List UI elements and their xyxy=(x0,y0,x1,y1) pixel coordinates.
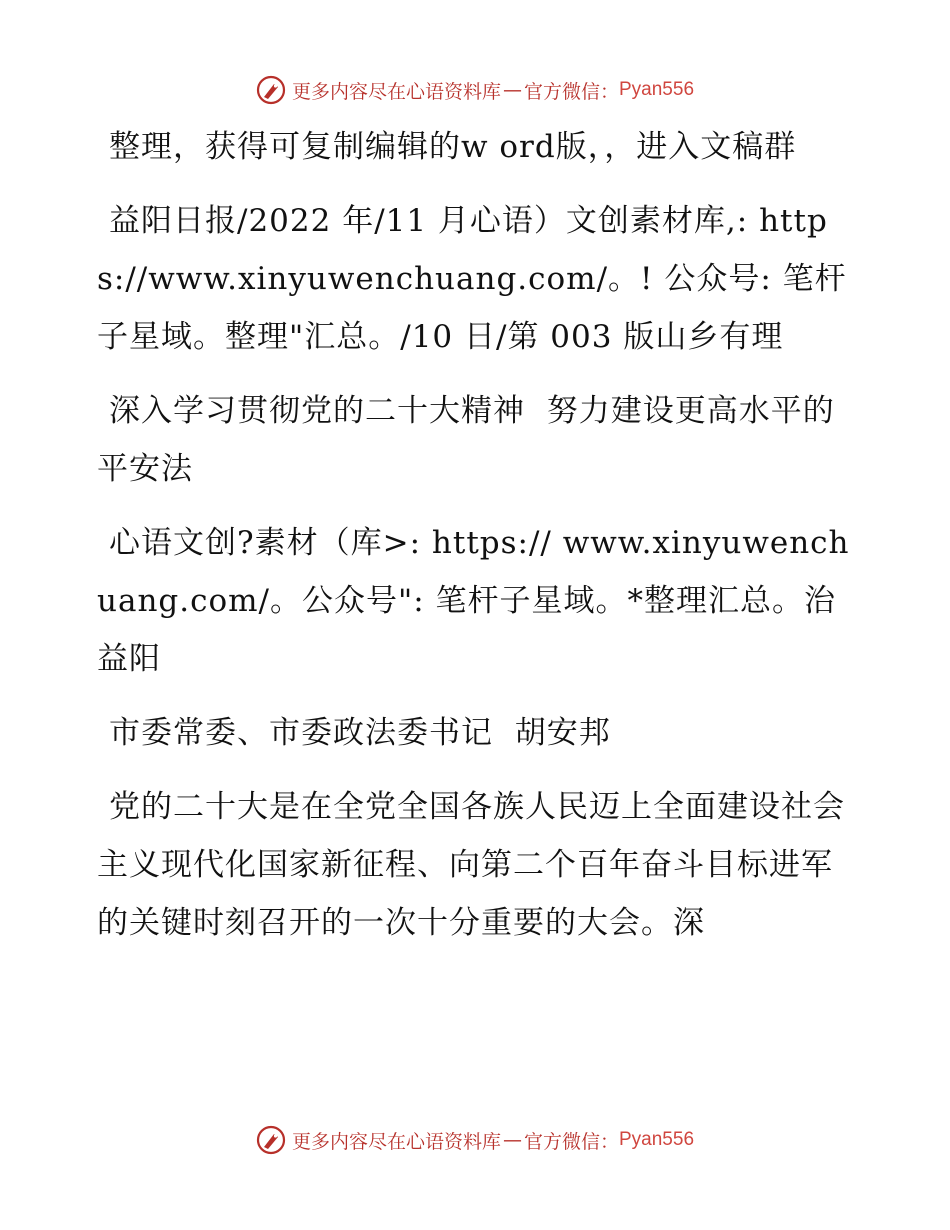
banner-wechat-handle: Pyan556 xyxy=(619,79,695,100)
pen-nib-logo-icon xyxy=(256,1125,286,1155)
footer-banner xyxy=(0,1120,950,1160)
banner-text: 更多内容尽在心语资料库 xyxy=(291,80,501,103)
paragraph-intro: 整理，获得可复制编辑的w ord版，，进入文稿群 xyxy=(109,129,797,165)
article-title: 深入学习贯彻党的二十大精神 努力建设更高水平的平安法 xyxy=(97,393,835,487)
banner-wechat-label: 官方微信： xyxy=(523,1130,619,1153)
banner-separator: — xyxy=(502,1129,522,1151)
paragraph-source: 益阳日报/2022 年/11 月心语）文创素材库,: https://www.xinyuwenchuang.com/。! 公众号: 笔杆子星域。整理"汇总。/10 日/第 003 版山乡有理 xyxy=(97,203,847,355)
banner-text: 更多内容尽在心语资料库 xyxy=(291,1130,501,1153)
paragraph-body: 党的二十大是在全党全国各族人民迈上全面建设社会主义现代化国家新征程、向第二个百年奋斗目标进军的关键时刻召开的一次十分重要的大会。深 xyxy=(97,789,845,941)
banner-wechat-label: 官方微信： xyxy=(523,80,619,103)
document-body xyxy=(97,118,857,968)
banner-wechat-handle: Pyan556 xyxy=(619,1129,695,1150)
paragraph-source-note: 心语文创?素材（库>: https:// www.xinyuwenchuang.com/。公众号": 笔杆子星域。*整理汇总。治益阳 xyxy=(97,525,850,677)
header-banner xyxy=(0,70,950,110)
pen-nib-logo-icon xyxy=(256,75,286,105)
author-line: 市委常委、市委政法委书记 胡安邦 xyxy=(109,715,611,751)
banner-separator: — xyxy=(502,79,522,101)
